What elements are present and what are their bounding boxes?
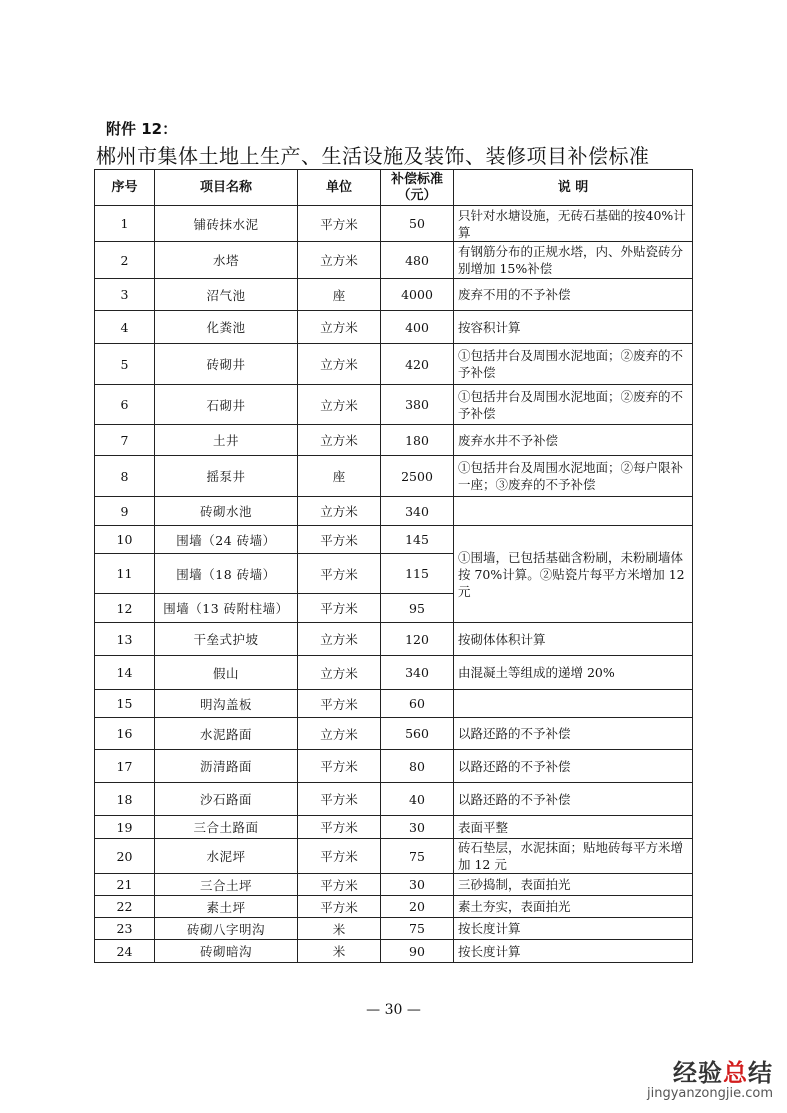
row-no: 12 [95, 594, 155, 623]
row-unit: 平方米 [298, 554, 381, 594]
table-row [95, 456, 693, 497]
row-note: ①包括井台及周围水泥地面；②废弃的不予补偿 [454, 385, 693, 425]
row-unit: 立方米 [298, 497, 381, 526]
row-price: 2500 [381, 456, 454, 497]
row-no: 24 [95, 940, 155, 963]
row-name: 沙石路面 [155, 783, 298, 816]
row-no: 7 [95, 425, 155, 456]
row-name: 土井 [155, 425, 298, 456]
table-body [95, 206, 693, 963]
row-unit: 座 [298, 456, 381, 497]
row-name: 水塔 [155, 242, 298, 279]
row-no: 15 [95, 690, 155, 718]
row-name: 干垒式护坡 [155, 623, 298, 656]
row-no: 10 [95, 526, 155, 554]
table-header-row [95, 170, 693, 206]
row-unit: 平方米 [298, 206, 381, 242]
table-row [95, 242, 693, 279]
row-note: 以路还路的不予补偿 [454, 783, 693, 816]
row-price: 20 [381, 896, 454, 918]
table-row [95, 206, 693, 242]
row-price: 180 [381, 425, 454, 456]
row-unit: 平方米 [298, 783, 381, 816]
row-no: 19 [95, 816, 155, 839]
table-row [95, 874, 693, 896]
table-row [95, 750, 693, 783]
row-note: 按砌体体积计算 [454, 623, 693, 656]
row-price: 420 [381, 344, 454, 385]
header-unit: 单位 [298, 170, 381, 206]
row-note: 废弃水井不予补偿 [454, 425, 693, 456]
row-note: 三砂捣制，表面拍光 [454, 874, 693, 896]
header-price: 补偿标准（元） [381, 170, 454, 206]
table-row [95, 385, 693, 425]
table-row [95, 918, 693, 940]
row-unit: 立方米 [298, 718, 381, 750]
row-no: 20 [95, 839, 155, 874]
row-note [454, 690, 693, 718]
row-no: 14 [95, 656, 155, 690]
row-price: 95 [381, 594, 454, 623]
row-no: 3 [95, 279, 155, 311]
row-no: 13 [95, 623, 155, 656]
row-unit: 立方米 [298, 242, 381, 279]
row-price: 400 [381, 311, 454, 344]
compensation-table [94, 169, 693, 963]
row-price: 145 [381, 526, 454, 554]
row-note: 砖石垫层，水泥抹面；贴地砖每平方米增加 12 元 [454, 839, 693, 874]
watermark-url: jingyanzongjie.com [646, 1086, 773, 1101]
row-name: 化粪池 [155, 311, 298, 344]
row-note-merged: ①围墙，已包括基础含粉刷，未粉刷墙体按 70%计算。②贴瓷片每平方米增加 12 元 [454, 526, 693, 623]
table-row [95, 839, 693, 874]
row-unit: 平方米 [298, 874, 381, 896]
row-unit: 米 [298, 940, 381, 963]
row-unit: 立方米 [298, 344, 381, 385]
row-no: 6 [95, 385, 155, 425]
row-note: 按长度计算 [454, 940, 693, 963]
table-row [95, 497, 693, 526]
row-name: 沼气池 [155, 279, 298, 311]
table-row [95, 344, 693, 385]
row-price: 30 [381, 816, 454, 839]
row-name: 砖砌八字明沟 [155, 918, 298, 940]
table-row [95, 816, 693, 839]
row-note: 按长度计算 [454, 918, 693, 940]
row-price: 60 [381, 690, 454, 718]
row-name: 沥清路面 [155, 750, 298, 783]
table-row [95, 656, 693, 690]
table-row [95, 690, 693, 718]
row-name: 假山 [155, 656, 298, 690]
row-price: 80 [381, 750, 454, 783]
row-name: 三合土坪 [155, 874, 298, 896]
row-unit: 平方米 [298, 750, 381, 783]
row-price: 480 [381, 242, 454, 279]
row-name: 水泥坪 [155, 839, 298, 874]
row-unit: 立方米 [298, 311, 381, 344]
table-row [95, 896, 693, 918]
row-unit: 平方米 [298, 839, 381, 874]
row-unit: 平方米 [298, 690, 381, 718]
row-note: ①包括井台及周围水泥地面；②每户限补一座；③废弃的不予补偿 [454, 456, 693, 497]
row-unit: 立方米 [298, 385, 381, 425]
row-no: 21 [95, 874, 155, 896]
table-row [95, 940, 693, 963]
table-row [95, 623, 693, 656]
header-name: 项目名称 [155, 170, 298, 206]
row-price: 120 [381, 623, 454, 656]
row-no: 9 [95, 497, 155, 526]
row-no: 5 [95, 344, 155, 385]
header-no: 序号 [95, 170, 155, 206]
row-note: 以路还路的不予补偿 [454, 718, 693, 750]
row-name: 石砌井 [155, 385, 298, 425]
row-note: 表面平整 [454, 816, 693, 839]
row-note: ①包括井台及周围水泥地面；②废弃的不予补偿 [454, 344, 693, 385]
table-row [95, 425, 693, 456]
row-no: 17 [95, 750, 155, 783]
row-unit: 座 [298, 279, 381, 311]
row-no: 23 [95, 918, 155, 940]
row-unit: 平方米 [298, 816, 381, 839]
row-note: 废弃不用的不予补偿 [454, 279, 693, 311]
row-unit: 平方米 [298, 594, 381, 623]
row-note: 素土夯实，表面拍光 [454, 896, 693, 918]
row-name: 水泥路面 [155, 718, 298, 750]
row-price: 75 [381, 839, 454, 874]
attachment-label: 附件 12： [106, 120, 178, 138]
row-no: 1 [95, 206, 155, 242]
page-number: — 30 — [366, 1002, 421, 1018]
watermark [647, 1053, 773, 1101]
row-note [454, 497, 693, 526]
table-row [95, 311, 693, 344]
row-name: 砖砌井 [155, 344, 298, 385]
row-price: 90 [381, 940, 454, 963]
row-unit: 平方米 [298, 896, 381, 918]
header-note: 说 明 [454, 170, 693, 206]
row-note: 由混凝土等组成的递增 20% [454, 656, 693, 690]
row-unit: 米 [298, 918, 381, 940]
row-note: 只针对水塘设施，无砖石基础的按40%计算 [454, 206, 693, 242]
row-price: 560 [381, 718, 454, 750]
row-price: 30 [381, 874, 454, 896]
row-name: 摇泵井 [155, 456, 298, 497]
row-name: 铺砖抹水泥 [155, 206, 298, 242]
row-name: 素土坪 [155, 896, 298, 918]
row-no: 4 [95, 311, 155, 344]
row-no: 22 [95, 896, 155, 918]
row-name: 围墙（18 砖墙） [155, 554, 298, 594]
row-price: 75 [381, 918, 454, 940]
row-unit: 立方米 [298, 656, 381, 690]
row-price: 40 [381, 783, 454, 816]
row-unit: 平方米 [298, 526, 381, 554]
watermark-text [647, 1053, 773, 1088]
row-note: 以路还路的不予补偿 [454, 750, 693, 783]
row-name: 围墙（13 砖附柱墙） [155, 594, 298, 623]
row-name: 三合土路面 [155, 816, 298, 839]
table-row [95, 279, 693, 311]
row-price: 340 [381, 497, 454, 526]
row-price: 340 [381, 656, 454, 690]
row-no: 16 [95, 718, 155, 750]
row-name: 明沟盖板 [155, 690, 298, 718]
table-row [95, 783, 693, 816]
row-name: 围墙（24 砖墙） [155, 526, 298, 554]
row-note: 按容积计算 [454, 311, 693, 344]
row-note: 有钢筋分布的正规水塔，内、外贴瓷砖分别增加 15%补偿 [454, 242, 693, 279]
row-no: 11 [95, 554, 155, 594]
row-price: 380 [381, 385, 454, 425]
row-no: 8 [95, 456, 155, 497]
watermark-text-b: 总 [723, 1059, 748, 1087]
row-unit: 立方米 [298, 623, 381, 656]
watermark-text-a: 经验 [673, 1059, 723, 1087]
watermark-text-c: 结 [748, 1059, 773, 1087]
row-unit: 立方米 [298, 425, 381, 456]
row-price: 4000 [381, 279, 454, 311]
row-no: 18 [95, 783, 155, 816]
row-price: 115 [381, 554, 454, 594]
table-row [95, 526, 693, 554]
row-name: 砖砌暗沟 [155, 940, 298, 963]
table-row [95, 718, 693, 750]
row-price: 50 [381, 206, 454, 242]
document-title: 郴州市集体土地上生产、生活设施及装饰、装修项目补偿标准 [96, 144, 650, 168]
row-name: 砖砌水池 [155, 497, 298, 526]
row-no: 2 [95, 242, 155, 279]
